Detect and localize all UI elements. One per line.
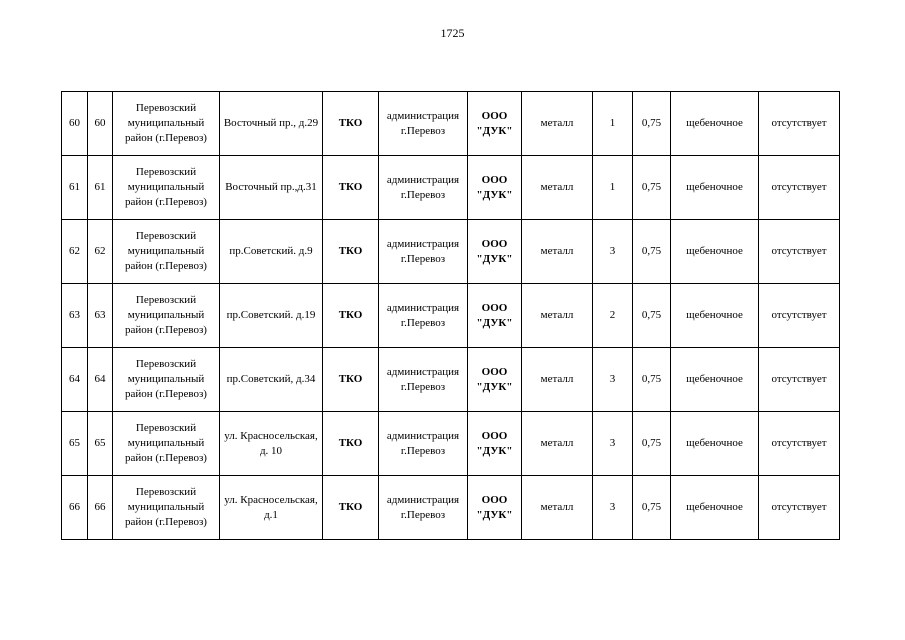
surface-type-cell: щебеночное	[671, 348, 759, 412]
container-count-cell: 3	[593, 348, 633, 412]
item-number-cell: 65	[88, 412, 113, 476]
table-row	[62, 476, 840, 540]
container-volume-cell: 0,75	[633, 412, 671, 476]
waste-type-cell: ТКО	[323, 220, 379, 284]
container-material-cell: металл	[522, 220, 593, 284]
row-number-cell: 61	[62, 156, 88, 220]
row-number-cell: 60	[62, 92, 88, 156]
owner-cell: администрация г.Перевоз	[379, 476, 468, 540]
container-material-cell: металл	[522, 476, 593, 540]
district-cell: Перевозский муниципальный район (г.Перевоз)	[113, 412, 220, 476]
owner-cell: администрация г.Перевоз	[379, 156, 468, 220]
fence-cell: отсутствует	[759, 284, 840, 348]
container-volume-cell: 0,75	[633, 220, 671, 284]
fence-cell: отсутствует	[759, 412, 840, 476]
address-cell: Восточный пр., д.29	[220, 92, 323, 156]
table-row	[62, 92, 840, 156]
surface-type-cell: щебеночное	[671, 92, 759, 156]
container-material-cell: металл	[522, 92, 593, 156]
operator-cell: ООО "ДУК"	[468, 284, 522, 348]
item-number-cell: 64	[88, 348, 113, 412]
fence-cell: отсутствует	[759, 156, 840, 220]
waste-type-cell: ТКО	[323, 284, 379, 348]
table-row	[62, 348, 840, 412]
address-cell: ул. Красносельская, д.1	[220, 476, 323, 540]
container-material-cell: металл	[522, 348, 593, 412]
address-cell: ул. Красносельская, д. 10	[220, 412, 323, 476]
surface-type-cell: щебеночное	[671, 284, 759, 348]
owner-cell: администрация г.Перевоз	[379, 348, 468, 412]
owner-cell: администрация г.Перевоз	[379, 220, 468, 284]
item-number-cell: 61	[88, 156, 113, 220]
waste-type-cell: ТКО	[323, 476, 379, 540]
container-count-cell: 3	[593, 412, 633, 476]
container-volume-cell: 0,75	[633, 92, 671, 156]
operator-cell: ООО "ДУК"	[468, 476, 522, 540]
owner-cell: администрация г.Перевоз	[379, 412, 468, 476]
fence-cell: отсутствует	[759, 220, 840, 284]
surface-type-cell: щебеночное	[671, 220, 759, 284]
container-volume-cell: 0,75	[633, 476, 671, 540]
row-number-cell: 64	[62, 348, 88, 412]
row-number-cell: 65	[62, 412, 88, 476]
table-body	[62, 92, 840, 540]
table-row	[62, 220, 840, 284]
operator-cell: ООО "ДУК"	[468, 92, 522, 156]
district-cell: Перевозский муниципальный район (г.Перевоз)	[113, 348, 220, 412]
item-number-cell: 66	[88, 476, 113, 540]
district-cell: Перевозский муниципальный район (г.Перевоз)	[113, 156, 220, 220]
container-count-cell: 2	[593, 284, 633, 348]
waste-type-cell: ТКО	[323, 348, 379, 412]
container-volume-cell: 0,75	[633, 156, 671, 220]
fence-cell: отсутствует	[759, 476, 840, 540]
operator-cell: ООО "ДУК"	[468, 348, 522, 412]
container-count-cell: 1	[593, 92, 633, 156]
container-material-cell: металл	[522, 284, 593, 348]
owner-cell: администрация г.Перевоз	[379, 92, 468, 156]
fence-cell: отсутствует	[759, 348, 840, 412]
operator-cell: ООО "ДУК"	[468, 156, 522, 220]
row-number-cell: 66	[62, 476, 88, 540]
waste-type-cell: ТКО	[323, 156, 379, 220]
table-row	[62, 156, 840, 220]
operator-cell: ООО "ДУК"	[468, 412, 522, 476]
district-cell: Перевозский муниципальный район (г.Перевоз)	[113, 220, 220, 284]
table-row	[62, 284, 840, 348]
registry-table	[61, 91, 840, 540]
address-cell: Восточный пр.,д.31	[220, 156, 323, 220]
container-count-cell: 3	[593, 476, 633, 540]
row-number-cell: 62	[62, 220, 88, 284]
container-volume-cell: 0,75	[633, 284, 671, 348]
container-material-cell: металл	[522, 412, 593, 476]
waste-type-cell: ТКО	[323, 92, 379, 156]
district-cell: Перевозский муниципальный район (г.Перевоз)	[113, 476, 220, 540]
page-number: 1725	[440, 26, 465, 40]
fence-cell: отсутствует	[759, 92, 840, 156]
container-count-cell: 3	[593, 220, 633, 284]
surface-type-cell: щебеночное	[671, 412, 759, 476]
owner-cell: администрация г.Перевоз	[379, 284, 468, 348]
district-cell: Перевозский муниципальный район (г.Перевоз)	[113, 92, 220, 156]
waste-type-cell: ТКО	[323, 412, 379, 476]
table-row	[62, 412, 840, 476]
address-cell: пр.Советский, д.34	[220, 348, 323, 412]
row-number-cell: 63	[62, 284, 88, 348]
address-cell: пр.Советский. д.9	[220, 220, 323, 284]
item-number-cell: 63	[88, 284, 113, 348]
surface-type-cell: щебеночное	[671, 156, 759, 220]
district-cell: Перевозский муниципальный район (г.Перевоз)	[113, 284, 220, 348]
operator-cell: ООО "ДУК"	[468, 220, 522, 284]
item-number-cell: 62	[88, 220, 113, 284]
surface-type-cell: щебеночное	[671, 476, 759, 540]
container-count-cell: 1	[593, 156, 633, 220]
item-number-cell: 60	[88, 92, 113, 156]
address-cell: пр.Советский. д.19	[220, 284, 323, 348]
container-volume-cell: 0,75	[633, 348, 671, 412]
container-material-cell: металл	[522, 156, 593, 220]
